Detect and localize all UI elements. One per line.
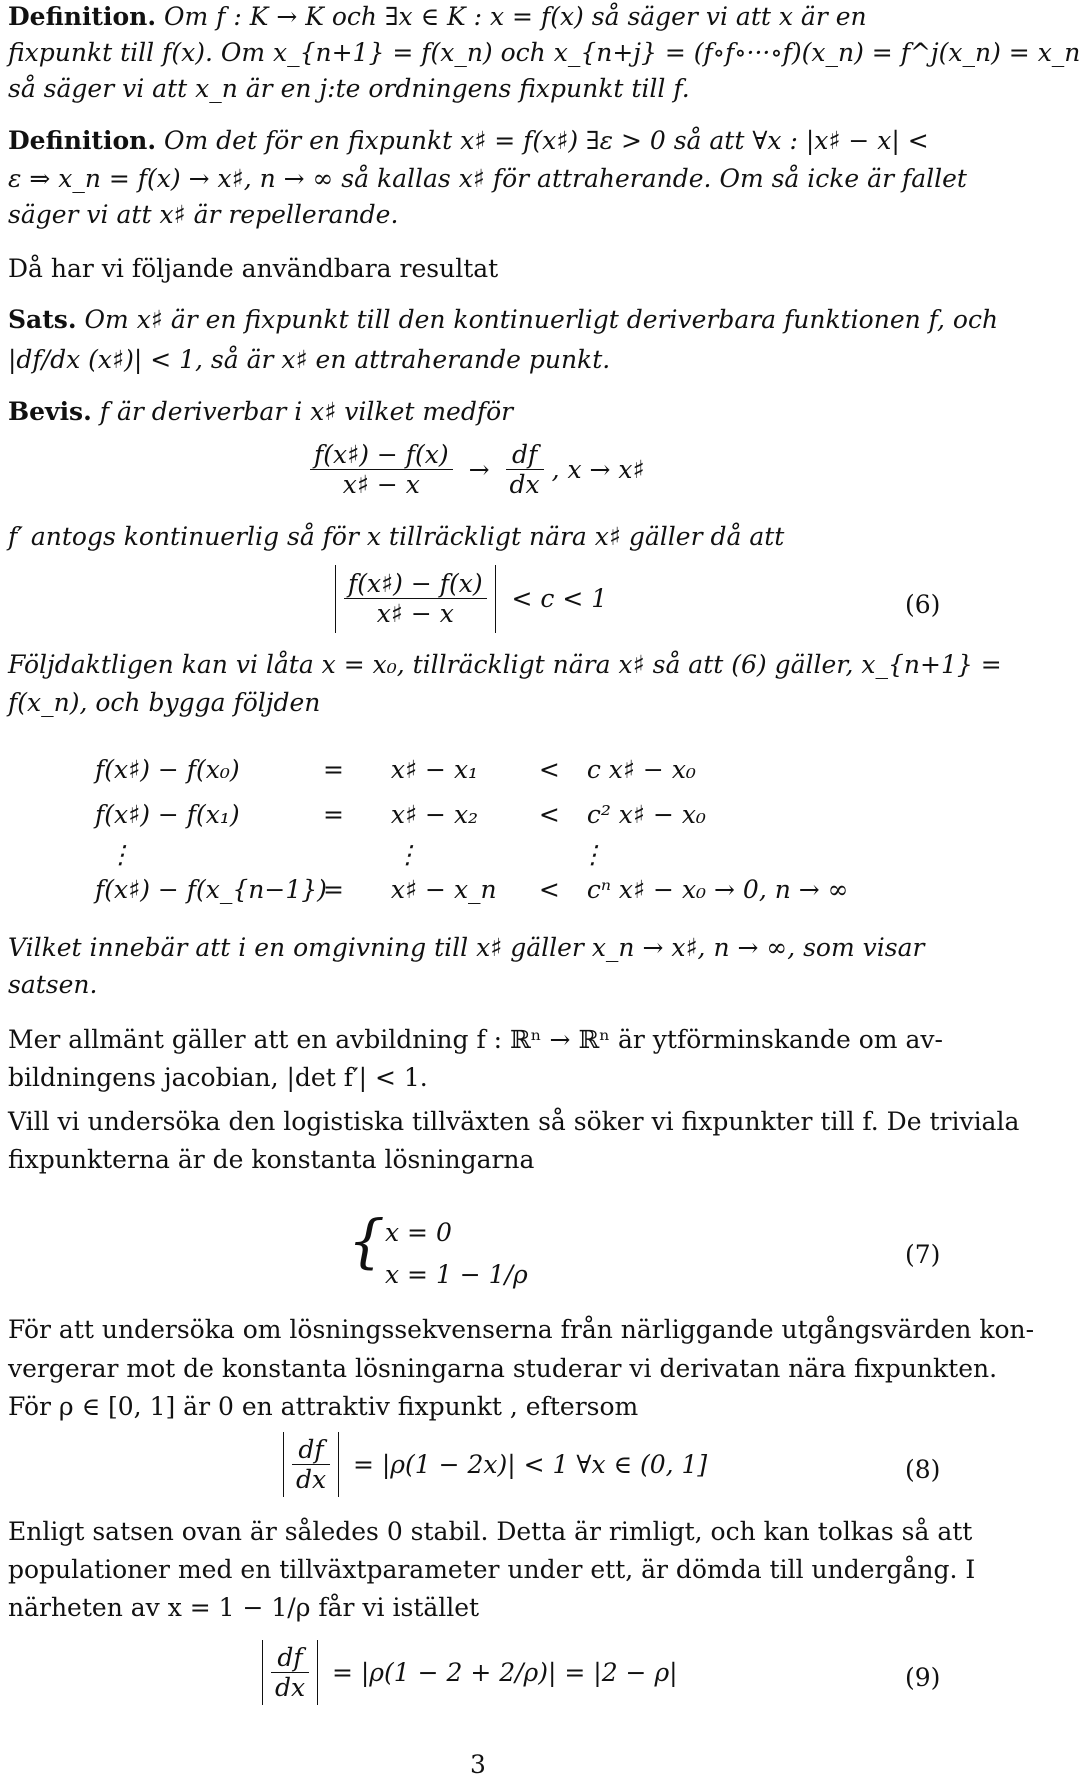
seq-row-1-rhs: x♯ − x₁ [390, 755, 479, 784]
equation-6-numerator: f(x♯) − f(x) [344, 569, 487, 599]
equation-6 [335, 565, 607, 633]
equation-6-bound: < c < 1 [511, 584, 608, 614]
bevis-text-4: f(x_n), och bygga följden [8, 688, 321, 717]
abs-bar-right [338, 1432, 339, 1497]
definition-2-text-3: säger vi att x♯ är repellerande. [8, 200, 399, 229]
equation-9-denominator: dx [274, 1673, 306, 1702]
sequence-row-3 [95, 875, 849, 904]
abs-bar-right [495, 565, 496, 633]
sequence-row-1 [95, 755, 696, 784]
paragraph-3-text-3: För ρ ∈ [0, 1] är 0 en attraktiv fixpunkt , eftersom [8, 1392, 639, 1421]
seq-row-3-lhs: f(x♯) − f(x_{n−1}) [95, 875, 327, 904]
bevis-text-3: Följdaktligen kan vi låta x = x₀, tillräckligt nära x♯ så att (6) gäller, x_{n+1} = [8, 650, 1002, 679]
definition-1-line-1 [8, 2, 867, 31]
sats-text-2: |df/dx (x♯)| < 1, så är x♯ en attraherande punkt. [8, 345, 611, 374]
seq-row-2-eq: = [322, 800, 344, 829]
seq-row-2-lhs: f(x♯) − f(x₁) [95, 800, 240, 829]
conclusion-text-1: Vilket innebär att i en omgivning till x♯ gäller x_n → x♯, n → ∞, som visar [8, 933, 925, 962]
equation-8-rest: = |ρ(1 − 2x)| < 1 ∀x ∈ (0, 1] [352, 1450, 708, 1479]
conclusion-text-2: satsen. [8, 970, 98, 999]
equation-7-label: (7) [905, 1240, 941, 1269]
difference-quotient-equation [310, 440, 645, 499]
equation-9-label: (9) [905, 1663, 941, 1692]
seq-row-1-lt: < [538, 755, 560, 784]
paragraph-3-text-2: vergerar mot de konstanta lösningarna studerar vi derivatan nära fixpunkten. [8, 1354, 998, 1383]
seq-row-2-rhs: x♯ − x₂ [390, 800, 479, 829]
equation-8-fraction [292, 1435, 330, 1494]
arrow: → [468, 455, 490, 484]
equation-6-fraction [344, 569, 487, 628]
paragraph-2-text-2: fixpunkterna är de konstanta lösningarna [8, 1145, 535, 1174]
equation-9 [262, 1640, 678, 1705]
paragraph-1-text-2: bildningens jacobian, |det f′| < 1. [8, 1063, 428, 1092]
definition-2-heading: Definition. [8, 126, 157, 155]
vdots-3: ⋮ [580, 840, 605, 869]
paragraph-2-text-1: Vill vi undersöka den logistiska tillväxten så söker vi fixpunkter till f. De triviala [8, 1107, 1020, 1136]
vdots-1: ⋮ [108, 840, 133, 869]
abs-bar-left [262, 1640, 263, 1705]
sats-line-1 [8, 305, 998, 334]
seq-row-1-bound: x♯ − x₀ [608, 755, 696, 784]
sats-heading: Sats. [8, 305, 77, 334]
paragraph-1-text-1: Mer allmänt gäller att en avbildning f : ℝⁿ → ℝⁿ är ytförminskande om av- [8, 1025, 943, 1054]
seq-row-3-eq: = [322, 875, 344, 904]
seq-row-2-lt: < [538, 800, 560, 829]
seq-row-3-rhs: x♯ − x_n [390, 875, 497, 904]
vdots-2: ⋮ [395, 840, 420, 869]
seq-row-1-factor: c [586, 755, 601, 784]
abs-bar-right [317, 1640, 318, 1705]
equation-9-fraction [271, 1643, 309, 1702]
equation-7-row-1: x = 0 [385, 1218, 452, 1247]
seq-row-3-factor: cⁿ [586, 875, 611, 904]
bevis-text-1: f är deriverbar i x♯ vilket medför [99, 397, 514, 426]
definition-1-heading: Definition. [8, 2, 157, 31]
page-number: 3 [470, 1750, 486, 1779]
derivative-numerator: df [506, 440, 544, 470]
equation-6-denominator: x♯ − x [376, 599, 454, 629]
derivative-fraction [506, 440, 544, 499]
seq-row-3-limit: → 0, n → ∞ [714, 875, 849, 904]
limit-tail: , x → x♯ [551, 455, 645, 484]
seq-row-2-bound: x♯ − x₀ [618, 800, 706, 829]
difference-quotient-numerator: f(x♯) − f(x) [310, 440, 453, 470]
seq-row-1-lhs: f(x♯) − f(x₀) [95, 755, 240, 784]
seq-row-3-lt: < [538, 875, 560, 904]
equation-8 [283, 1432, 707, 1497]
bevis-line-1 [8, 397, 513, 426]
sats-text-1: Om x♯ är en fixpunkt till den kontinuerligt deriverbara funktionen f, och [84, 305, 999, 334]
definition-2-text-1: Om det för en fixpunkt x♯ = f(x♯) ∃ε > 0 så att ∀x : |x♯ − x| < [164, 126, 929, 155]
equation-9-rest: = |ρ(1 − 2 + 2/ρ)| = |2 − ρ| [331, 1658, 678, 1687]
bevis-text-2: f′ antogs kontinuerlig så för x tillräckligt nära x♯ gäller då att [8, 522, 785, 551]
equation-8-label: (8) [905, 1455, 941, 1484]
bevis-heading: Bevis. [8, 397, 92, 426]
paragraph-4-text-1: Enligt satsen ovan är således 0 stabil. Detta är rimligt, och kan tolkas så att [8, 1517, 973, 1546]
paragraph-4-text-2: populationer med en tillväxtparameter under ett, är dömda till undergång. I [8, 1555, 976, 1584]
definition-1-text-2: fixpunkt till f(x). Om x_{n+1} = f(x_n) och x_{n+j} = (f∘f∘···∘f)(x_n) = f^j(x_n) = x_n [8, 38, 1080, 67]
intro-text: Då har vi följande användbara resultat [8, 254, 499, 283]
equation-8-numerator: df [292, 1435, 330, 1465]
equation-7-row-2: x = 1 − 1/ρ [385, 1260, 528, 1289]
definition-2-text-2: ε ⇒ x_n = f(x) → x♯, n → ∞ så kallas x♯ för attraherande. Om så icke är fallet [8, 164, 967, 193]
brace: { [348, 1207, 385, 1275]
paragraph-4-text-3: närheten av x = 1 − 1/ρ får vi istället [8, 1593, 480, 1622]
definition-1-text-1: Om f : K → K och ∃x ∈ K : x = f(x) så säger vi att x är en [164, 2, 867, 31]
abs-bar-left [335, 565, 336, 633]
definition-2-line-1 [8, 126, 929, 155]
paragraph-3-text-1: För att undersöka om lösningssekvenserna från närliggande utgångsvärden kon- [8, 1315, 1035, 1344]
equation-8-denominator: dx [295, 1465, 327, 1494]
seq-row-2-factor: c² [586, 800, 611, 829]
sequence-row-2 [95, 800, 706, 829]
derivative-denominator: dx [509, 470, 540, 499]
equation-6-label: (6) [905, 590, 941, 619]
seq-row-3-bound: x♯ − x₀ [618, 875, 707, 904]
abs-bar-left [283, 1432, 284, 1497]
seq-row-1-eq: = [322, 755, 344, 784]
difference-quotient-denominator: x♯ − x [342, 470, 420, 499]
definition-1-text-3: så säger vi att x_n är en j:te ordningens fixpunkt till f. [8, 74, 690, 103]
difference-quotient-fraction [310, 440, 453, 499]
equation-9-numerator: df [271, 1643, 309, 1673]
